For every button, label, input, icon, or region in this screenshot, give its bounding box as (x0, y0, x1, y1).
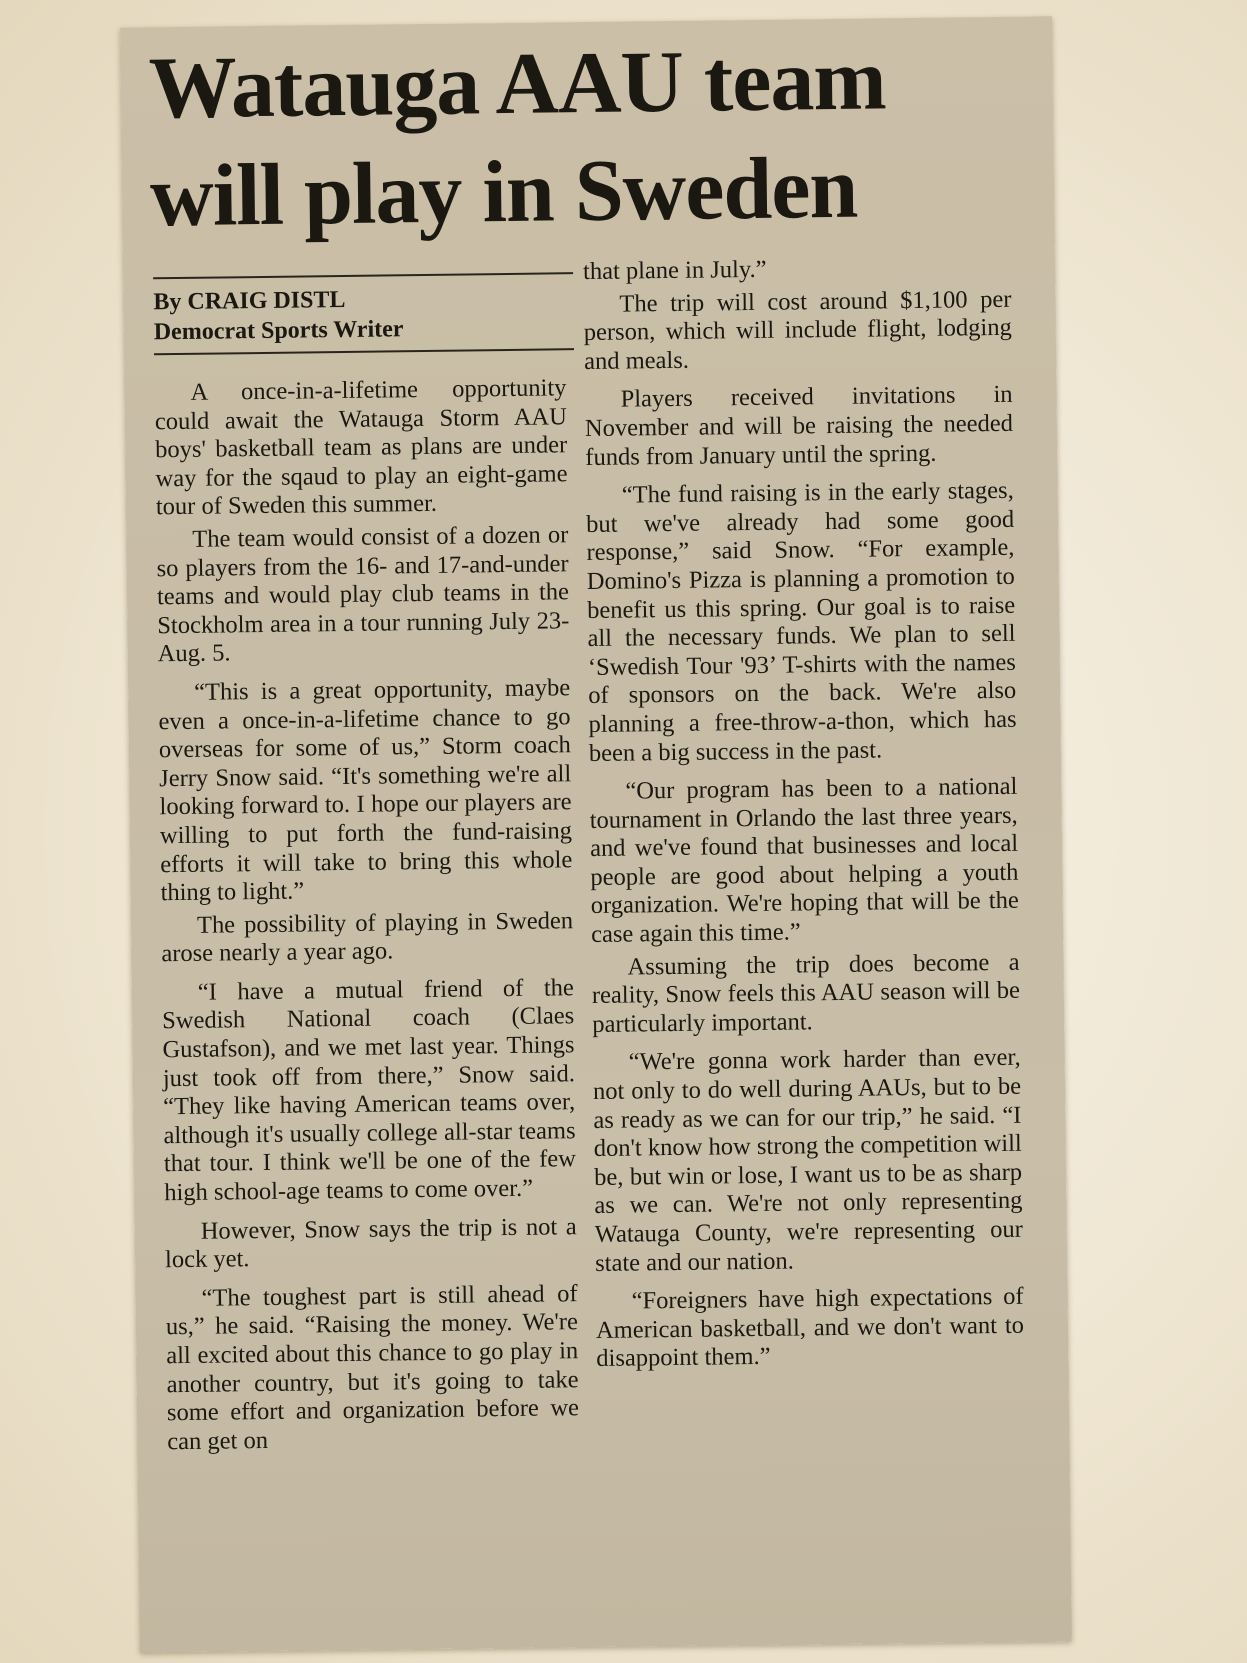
right-column (583, 253, 1025, 1378)
paragraph: The team would consist of a dozen or so players from the 16- and 17-and-under teams and would play club teams in the Stockholm area in a tour running July 23-Aug. 5. (156, 521, 570, 668)
paragraph: However, Snow says the trip is not a lock yet. (164, 1212, 577, 1274)
paragraph: “This is a great opportunity, maybe even a once-in-a-lifetime chance to go overseas for some of us,” Storm coach Jerry Snow said. “It's something we're all looking forward to. I hope our players are willing to put forth the fund-raising efforts it will take to bring this whole thing to light.” (158, 674, 573, 907)
paragraph: Players received invitations in November and will be raising the needed funds from January until the spring. (584, 381, 1014, 471)
paragraph: “Foreigners have high expectations of American basketball, and we don't want to disappoint them.” (595, 1282, 1025, 1373)
paragraph: “We're gonna work harder than ever, not only to do well during AAUs, but to be as ready as we can for our trip,” he said. “I don't know how strong the competition will be, but win or lose, I want us to be as sharp as we can. We're not only representing Watauga County, we're representing our state and our nation. (592, 1044, 1023, 1277)
paragraph: “The fund raising is in the early stages, but we've already had some good response,” said Snow. “For example, Domino's Pizza is planning a promotion to benefit us this spring. Our goal is to raise all the necessary funds. We plan to sell ‘Swedish Tour '93’ T-shirts with the names of sponsors on the back. We're also planning a free-throw-a-thon, which has been a big success in the past. (585, 476, 1017, 767)
paragraph: A once-in-a-lifetime opportunity could await the Watauga Storm AAU boys' basketball team as plans are under way for the sqaud to play an eight-game tour of Sweden this summer. (154, 374, 568, 521)
paragraph: The possibility of playing in Sweden arose nearly a year ago. (161, 906, 574, 968)
paragraph: “Our program has been to a national tournament in Orlando the last three years, and we've found that businesses and local people are good about helping a youth organization. We're hoping that will be the case again this time.” (589, 772, 1019, 949)
headline: Watauga AAU team will play in Sweden (148, 31, 887, 246)
byline-title: Democrat Sports Writer (153, 316, 404, 346)
paragraph: Assuming the trip does become a reality, Snow feels this AAU season will be particularly important. (591, 948, 1021, 1038)
newspaper-clipping (120, 16, 1072, 1652)
left-column (154, 374, 579, 1460)
paragraph-continuation: that plane in July.” (582, 255, 767, 286)
byline (153, 272, 574, 355)
paragraph: “I have a mutual friend of the Swedish National coach (Claes Gustafson), and we met last year. Things just took off from there,” Snow said. “They like having American teams over, although it's usually college all-star teams that tour. I think we'll be one of the few high school-age teams to come over.” (162, 974, 577, 1207)
paragraph: The trip will cost around $1,100 per person, which will include flight, lodging and meals. (583, 285, 1012, 375)
paragraph: “The toughest part is still ahead of us,” he said. “Raising the money. We're all excited about this chance to go play in another country, but it's going to take some effort and organization before we can get on (165, 1280, 580, 1456)
byline-author: By CRAIG DISTL (153, 286, 346, 316)
